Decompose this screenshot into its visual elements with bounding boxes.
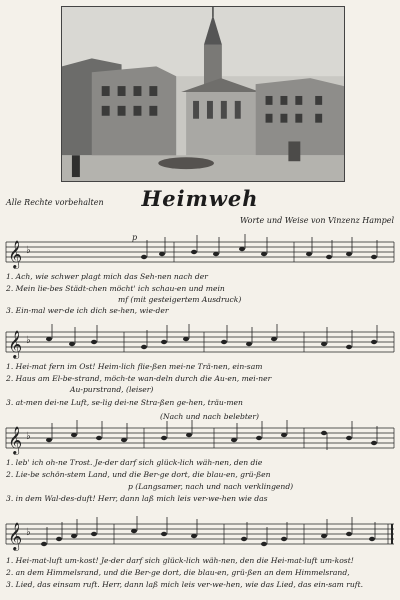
expression-marking: mf (mit gesteigertem Ausdruck)	[118, 295, 242, 304]
author-credit: Worte und Weise von Vinzenz Hampel	[239, 216, 394, 225]
music-staff	[4, 322, 396, 362]
song-title: Heimweh	[141, 186, 259, 211]
lyric-line: Au-purstrand, (leiser)	[70, 385, 154, 394]
lyric-line: 3. Ein-mal wer-de ich dich se-hen, wie-der	[6, 306, 169, 315]
music-system-4	[4, 514, 396, 554]
music-staff	[4, 418, 396, 458]
svg-text:𝄞: 𝄞	[8, 426, 23, 454]
music-system-3	[4, 418, 396, 458]
svg-text:♭: ♭	[26, 431, 31, 442]
svg-text:𝄞: 𝄞	[8, 522, 23, 550]
svg-text:♭: ♭	[26, 335, 31, 346]
lyric-line: 1. Hei-mat fern im Ost! Heim-lich flie-ßen mei-ne Trä-nen, ein-sam	[6, 362, 263, 371]
svg-text:♭: ♭	[26, 527, 31, 538]
lyric-line: 1. Hei-mat-luft um-kost! Je-der darf sich glück-lich wäh-nen, den die Hei-mat-luft um-kost!	[6, 556, 354, 565]
music-system-1	[4, 232, 396, 272]
lyric-line: 2. Haus am El-be-strand, möch-te wan-deln durch die Au-en, mei-ner	[6, 374, 272, 383]
lyric-line: 1. Ach, wie schwer plagt mich das Seh-nen nach der	[6, 272, 208, 281]
lyric-line: 2. an dem Himmelsrand, und die Ber-ge dort, die blau-en, grü-ßen an dem Himmelsrand,	[6, 568, 350, 577]
lyric-line: 2. Lie-be schön-stem Land, und die Ber-ge dort, die blau-en, grü-ßen	[6, 470, 271, 479]
rights-notice: Alle Rechte vorbehalten	[6, 198, 104, 207]
lyric-line: 1. leb' ich oh-ne Trost. Je-der darf sich glück-lich wäh-nen, den die	[6, 458, 263, 467]
lyric-line: 3. in dem Wal-des-duft! Herr, dann laß mich leis ver-we-hen wie das	[6, 494, 268, 503]
dynamic-marking: p	[132, 233, 138, 242]
music-staff	[4, 232, 396, 272]
lyric-line: 3. at-men dei-ne Luft, se-lig dei-ne Stra-ßen ge-hen, träu-men	[6, 398, 243, 407]
lyric-line: 2. Mein lie-bes Städt-chen möcht' ich schau-en und mein	[6, 284, 225, 293]
expression-marking: p (Langsamer, nach und nach verklingend)	[128, 482, 294, 491]
svg-text:𝄞: 𝄞	[8, 330, 23, 358]
music-staff	[4, 514, 396, 554]
expression-marking: (Nach und nach belebter)	[160, 412, 260, 421]
svg-text:𝄞: 𝄞	[8, 240, 23, 268]
lyric-line: 3. Lied, das einsam ruft. Herr, dann laß mich leis ver-we-hen, wie das Lied, das ein-sam ruft.	[6, 580, 364, 589]
town-square-photo	[61, 6, 345, 182]
svg-text:♭: ♭	[26, 245, 31, 256]
music-system-2	[4, 322, 396, 362]
